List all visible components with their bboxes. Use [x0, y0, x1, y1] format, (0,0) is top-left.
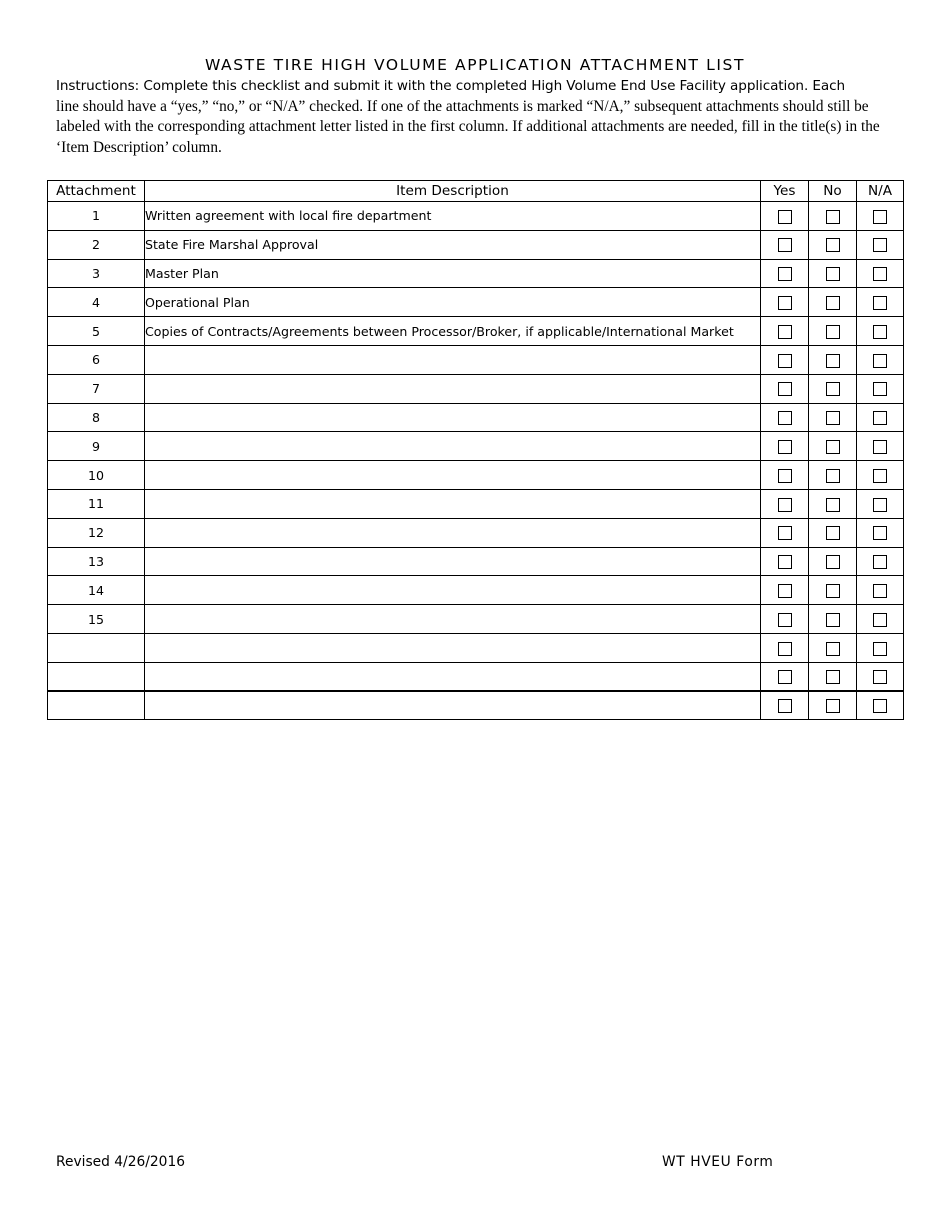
- na-cell: [857, 317, 904, 346]
- no-cell: [809, 633, 857, 662]
- header-item-description: Item Description: [145, 181, 761, 202]
- no-checkbox[interactable]: [826, 498, 840, 512]
- na-cell: [857, 461, 904, 490]
- yes-cell: [761, 605, 809, 634]
- no-checkbox[interactable]: [826, 642, 840, 656]
- item-description[interactable]: State Fire Marshal Approval: [145, 230, 761, 259]
- no-cell: [809, 576, 857, 605]
- yes-checkbox[interactable]: [778, 411, 792, 425]
- na-checkbox[interactable]: [873, 613, 887, 627]
- table-row: [48, 662, 904, 691]
- no-checkbox[interactable]: [826, 526, 840, 540]
- form-name: WT HVEU Form: [662, 1154, 774, 1170]
- attachment-number: 14: [48, 576, 145, 605]
- na-checkbox[interactable]: [873, 555, 887, 569]
- yes-cell: [761, 345, 809, 374]
- yes-cell: [761, 461, 809, 490]
- yes-cell: [761, 374, 809, 403]
- na-checkbox[interactable]: [873, 642, 887, 656]
- table-row: [48, 489, 904, 518]
- na-cell: [857, 518, 904, 547]
- header-attachment: Attachment: [48, 181, 145, 202]
- no-cell: [809, 259, 857, 288]
- yes-cell: [761, 662, 809, 691]
- na-cell: [857, 374, 904, 403]
- yes-cell: [761, 403, 809, 432]
- no-cell: [809, 345, 857, 374]
- item-description[interactable]: [145, 605, 761, 634]
- table-row: [48, 432, 904, 461]
- table-row: [48, 374, 904, 403]
- yes-checkbox[interactable]: [778, 325, 792, 339]
- na-checkbox[interactable]: [873, 670, 887, 684]
- no-checkbox[interactable]: [826, 325, 840, 339]
- no-checkbox[interactable]: [826, 210, 840, 224]
- attachment-number: 13: [48, 547, 145, 576]
- item-description[interactable]: Written agreement with local fire department: [145, 202, 761, 231]
- na-cell: [857, 403, 904, 432]
- no-checkbox[interactable]: [826, 267, 840, 281]
- yes-checkbox[interactable]: [778, 642, 792, 656]
- no-checkbox[interactable]: [826, 584, 840, 598]
- na-cell: [857, 605, 904, 634]
- item-description[interactable]: [145, 691, 761, 720]
- na-cell: [857, 662, 904, 691]
- na-checkbox[interactable]: [873, 238, 887, 252]
- no-cell: [809, 662, 857, 691]
- instructions-body: line should have a “yes,” “no,” or “N/A” checked. If one of the attachments is marked “N/A,” subsequent attachments should still be labeled with the corresponding attachment letter listed in the first column. If additional attachments are needed, fill in the title(s) in the ‘Item Description’ column.: [56, 97, 880, 156]
- table-row: [48, 317, 904, 346]
- yes-cell: [761, 259, 809, 288]
- item-description[interactable]: Operational Plan: [145, 288, 761, 317]
- yes-checkbox[interactable]: [778, 584, 792, 598]
- yes-cell: [761, 202, 809, 231]
- yes-checkbox[interactable]: [778, 382, 792, 396]
- na-checkbox[interactable]: [873, 210, 887, 224]
- na-checkbox[interactable]: [873, 469, 887, 483]
- no-checkbox[interactable]: [826, 670, 840, 684]
- item-description[interactable]: [145, 403, 761, 432]
- na-cell: [857, 288, 904, 317]
- na-cell: [857, 576, 904, 605]
- attachment-number: 2: [48, 230, 145, 259]
- item-description[interactable]: [145, 374, 761, 403]
- attachment-number: 4: [48, 288, 145, 317]
- item-description[interactable]: [145, 518, 761, 547]
- table-row: [48, 576, 904, 605]
- attachment-number: 7: [48, 374, 145, 403]
- no-cell: [809, 605, 857, 634]
- no-checkbox[interactable]: [826, 296, 840, 310]
- item-description[interactable]: [145, 461, 761, 490]
- yes-cell: [761, 288, 809, 317]
- yes-checkbox[interactable]: [778, 555, 792, 569]
- no-cell: [809, 317, 857, 346]
- attachment-number: [48, 633, 145, 662]
- na-checkbox[interactable]: [873, 325, 887, 339]
- table-header-row: [48, 181, 904, 202]
- yes-cell: [761, 633, 809, 662]
- yes-checkbox[interactable]: [778, 699, 792, 713]
- attachment-number: 10: [48, 461, 145, 490]
- item-description[interactable]: [145, 576, 761, 605]
- table-row: [48, 461, 904, 490]
- yes-checkbox[interactable]: [778, 210, 792, 224]
- table-row: [48, 345, 904, 374]
- attachment-number: 11: [48, 489, 145, 518]
- attachment-number: 5: [48, 317, 145, 346]
- na-checkbox[interactable]: [873, 699, 887, 713]
- attachment-number: 8: [48, 403, 145, 432]
- yes-cell: [761, 547, 809, 576]
- yes-cell: [761, 432, 809, 461]
- no-checkbox[interactable]: [826, 354, 840, 368]
- na-cell: [857, 345, 904, 374]
- yes-cell: [761, 489, 809, 518]
- table-row: [48, 518, 904, 547]
- header-na: N/A: [857, 181, 904, 202]
- attachment-number: 1: [48, 202, 145, 231]
- yes-cell: [761, 518, 809, 547]
- table-row: [48, 202, 904, 231]
- table-row: [48, 403, 904, 432]
- no-checkbox[interactable]: [826, 699, 840, 713]
- item-description[interactable]: [145, 432, 761, 461]
- item-description[interactable]: [145, 489, 761, 518]
- no-checkbox[interactable]: [826, 469, 840, 483]
- table-row: [48, 691, 904, 720]
- yes-checkbox[interactable]: [778, 613, 792, 627]
- na-checkbox[interactable]: [873, 440, 887, 454]
- na-cell: [857, 230, 904, 259]
- yes-cell: [761, 576, 809, 605]
- no-cell: [809, 461, 857, 490]
- na-checkbox[interactable]: [873, 584, 887, 598]
- revised-date: Revised 4/26/2016: [56, 1154, 186, 1170]
- yes-checkbox[interactable]: [778, 498, 792, 512]
- no-cell: [809, 288, 857, 317]
- yes-checkbox[interactable]: [778, 469, 792, 483]
- yes-cell: [761, 230, 809, 259]
- yes-checkbox[interactable]: [778, 296, 792, 310]
- no-cell: [809, 547, 857, 576]
- header-no: No: [809, 181, 857, 202]
- no-cell: [809, 489, 857, 518]
- no-checkbox[interactable]: [826, 411, 840, 425]
- table-row: [48, 230, 904, 259]
- attachment-number: [48, 662, 145, 691]
- attachment-number: 3: [48, 259, 145, 288]
- table-row: [48, 547, 904, 576]
- na-checkbox[interactable]: [873, 354, 887, 368]
- item-description[interactable]: [145, 633, 761, 662]
- page-title: WASTE TIRE HIGH VOLUME APPLICATION ATTACHMENT LIST: [204, 56, 746, 74]
- table-row: [48, 605, 904, 634]
- na-checkbox[interactable]: [873, 382, 887, 396]
- no-cell: [809, 403, 857, 432]
- na-checkbox[interactable]: [873, 526, 887, 540]
- na-checkbox[interactable]: [873, 296, 887, 310]
- attachment-number: 12: [48, 518, 145, 547]
- no-cell: [809, 518, 857, 547]
- yes-checkbox[interactable]: [778, 526, 792, 540]
- no-checkbox[interactable]: [826, 382, 840, 396]
- no-cell: [809, 202, 857, 231]
- item-description[interactable]: [145, 345, 761, 374]
- attachment-number: 9: [48, 432, 145, 461]
- item-description[interactable]: Copies of Contracts/Agreements between Processor/Broker, if applicable/International Market: [145, 317, 761, 346]
- no-cell: [809, 432, 857, 461]
- no-checkbox[interactable]: [826, 613, 840, 627]
- table-row: [48, 633, 904, 662]
- yes-cell: [761, 317, 809, 346]
- table-row: [48, 288, 904, 317]
- na-checkbox[interactable]: [873, 411, 887, 425]
- yes-checkbox[interactable]: [778, 238, 792, 252]
- yes-checkbox[interactable]: [778, 267, 792, 281]
- na-checkbox[interactable]: [873, 267, 887, 281]
- yes-checkbox[interactable]: [778, 440, 792, 454]
- no-cell: [809, 691, 857, 720]
- item-description[interactable]: [145, 662, 761, 691]
- no-checkbox[interactable]: [826, 238, 840, 252]
- item-description[interactable]: Master Plan: [145, 259, 761, 288]
- na-cell: [857, 633, 904, 662]
- instructions-lead: Instructions: Complete this checklist and submit it with the completed High Volume End Use Facility application. Each: [56, 78, 845, 94]
- na-cell: [857, 547, 904, 576]
- attachment-number: 15: [48, 605, 145, 634]
- na-cell: [857, 259, 904, 288]
- attachment-table: [47, 180, 904, 720]
- instructions: [56, 76, 906, 158]
- no-cell: [809, 374, 857, 403]
- na-cell: [857, 202, 904, 231]
- yes-checkbox[interactable]: [778, 354, 792, 368]
- no-checkbox[interactable]: [826, 440, 840, 454]
- na-cell: [857, 489, 904, 518]
- na-cell: [857, 691, 904, 720]
- yes-cell: [761, 691, 809, 720]
- item-description[interactable]: [145, 547, 761, 576]
- no-checkbox[interactable]: [826, 555, 840, 569]
- no-cell: [809, 230, 857, 259]
- header-yes: Yes: [761, 181, 809, 202]
- attachment-number: [48, 691, 145, 720]
- yes-checkbox[interactable]: [778, 670, 792, 684]
- attachment-number: 6: [48, 345, 145, 374]
- na-cell: [857, 432, 904, 461]
- table-row: [48, 259, 904, 288]
- na-checkbox[interactable]: [873, 498, 887, 512]
